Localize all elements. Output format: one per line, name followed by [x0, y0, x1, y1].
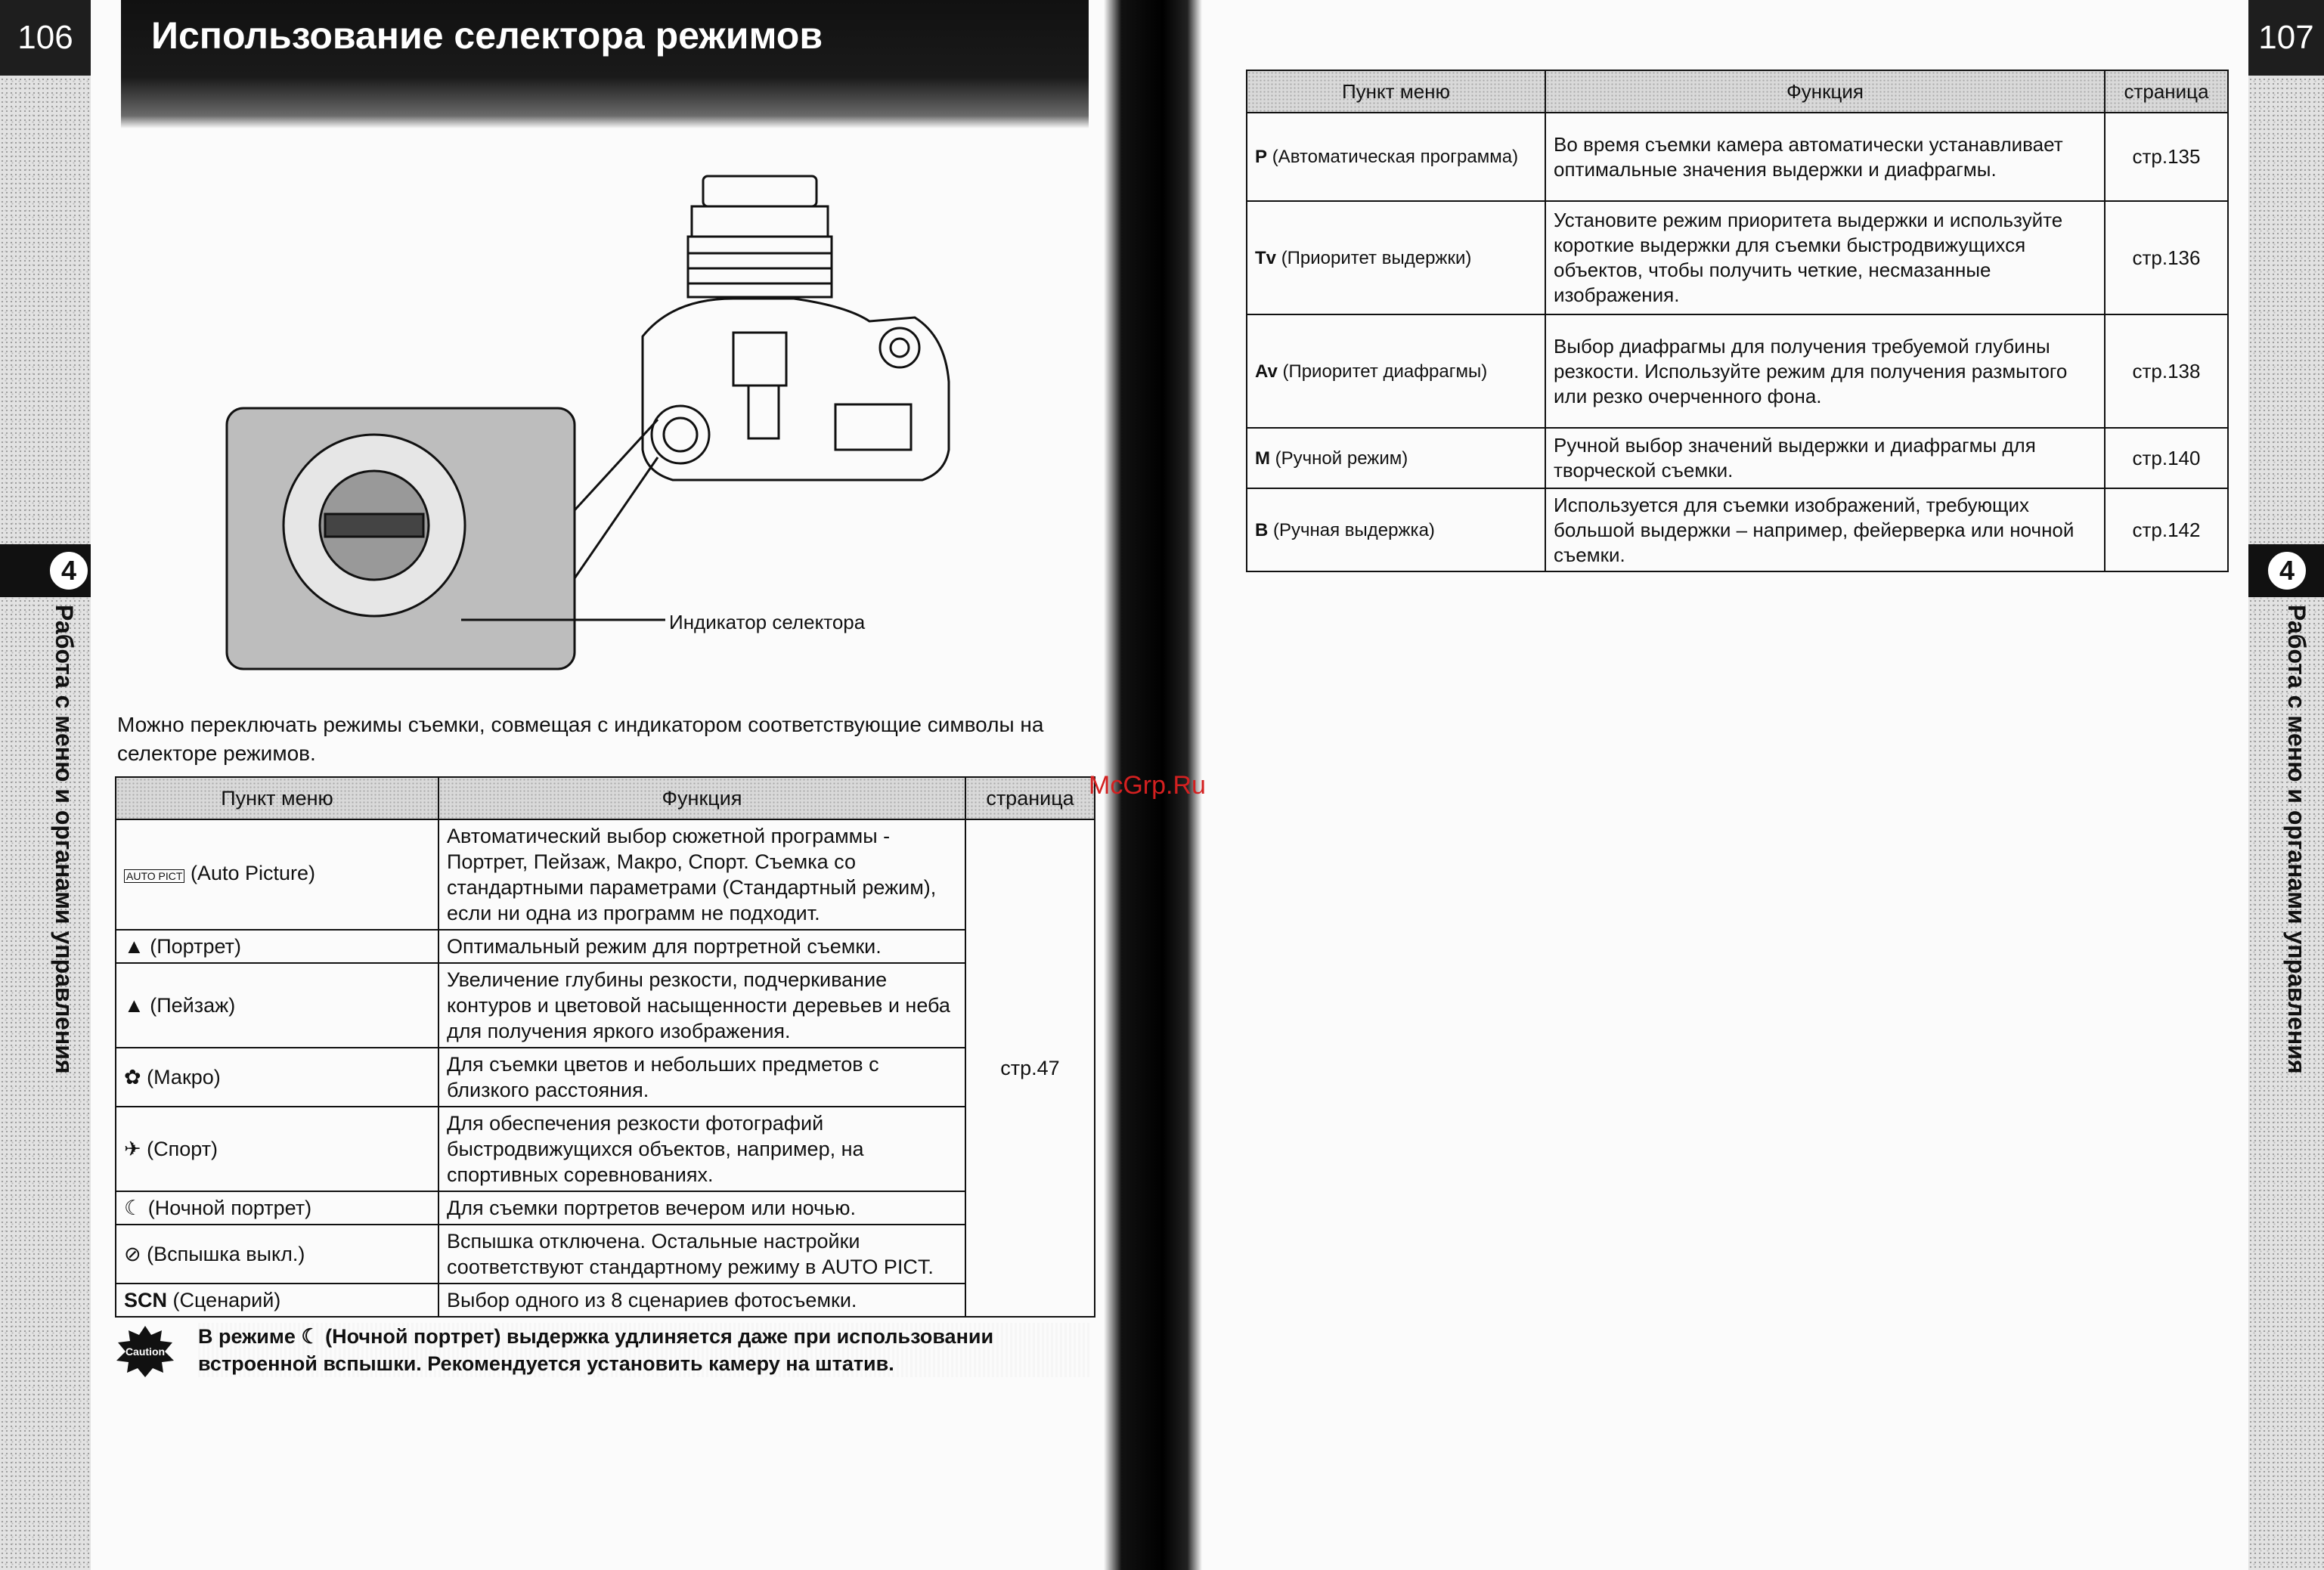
- menu-item-label: (Портрет): [150, 935, 241, 958]
- chapter-number-left: 4: [47, 549, 91, 593]
- table-row: [116, 1225, 1095, 1284]
- exposure-modes-table: [1246, 70, 2229, 572]
- page-ref-cell: стр.136: [2105, 201, 2228, 314]
- camera-illustration: [219, 155, 975, 684]
- page-ref-cell: стр.135: [2105, 113, 2228, 201]
- table-row: [1247, 488, 2228, 571]
- function-cell: Во время съемки камера автоматически устанавливает оптимальные значения выдержки и диафрагмы.: [1545, 113, 2105, 201]
- menu-item-cell: [1247, 314, 1545, 428]
- intro-paragraph: Можно переключать режимы съемки, совмещая с индикатором соответствующие символы на селекторе режимов.: [117, 713, 1044, 765]
- menu-item-cell: [116, 1191, 438, 1225]
- menu-item-label: (Автоматическая программа): [1272, 147, 1519, 167]
- selector-indicator-label: Индикатор селектора: [669, 611, 866, 633]
- menu-item-cell: [116, 1107, 438, 1191]
- table-row: [116, 930, 1095, 963]
- table-row: [1247, 314, 2228, 428]
- table-row: [116, 1191, 1095, 1225]
- header-page: страница: [965, 777, 1095, 819]
- function-cell: Для съемки цветов и небольших предметов с близкого расстояния.: [438, 1048, 965, 1107]
- function-cell: Для обеспечения резкости фотографий быстродвижущихся объектов, например, на спортивных соревнованиях.: [438, 1107, 965, 1191]
- menu-item-cell: [116, 1048, 438, 1107]
- header-menu-item: Пункт меню: [116, 777, 438, 819]
- caution-text: В режиме ☾ (Ночной портрет) выдержка удлиняется даже при использовании встроенной вспышки. Рекомендуется установить камеру на штатив.: [198, 1323, 1090, 1377]
- page-ref-cell: стр.47: [965, 819, 1095, 1317]
- menu-item-label: (Сценарий): [172, 1289, 281, 1311]
- menu-item-cell: [1247, 201, 1545, 314]
- header-function: Функция: [1545, 70, 2105, 113]
- portrait-icon: ▲: [124, 935, 144, 958]
- chapter-title-left: Работа с меню и органами управления: [51, 605, 78, 1074]
- menu-item-cell: [116, 930, 438, 963]
- menu-item-label: (Вспышка выкл.): [147, 1243, 305, 1265]
- menu-item-cell: [1247, 428, 1545, 488]
- caution-icon-label: Caution: [125, 1345, 166, 1358]
- flash-off-icon: ⊘: [124, 1243, 141, 1265]
- caution-note: [115, 1323, 1098, 1383]
- function-cell: Используется для съемки изображений, требующих большой выдержки – например, фейерверка или ночной съемки.: [1545, 488, 2105, 571]
- table-row: [116, 1048, 1095, 1107]
- function-cell: Выбор одного из 8 сценариев фотосъемки.: [438, 1284, 965, 1317]
- night-portrait-icon: ☾: [124, 1197, 143, 1219]
- auto-pict-icon: AUTO PICT: [124, 869, 184, 883]
- menu-item-label: (Макро): [147, 1066, 221, 1088]
- chapter-title-right: Работа с меню и органами управления: [2283, 605, 2310, 1074]
- table-row: [116, 1107, 1095, 1191]
- function-cell: Оптимальный режим для портретной съемки.: [438, 930, 965, 963]
- mode-tv-icon: Tv: [1255, 247, 1277, 268]
- page-ref-cell: стр.138: [2105, 314, 2228, 428]
- menu-item-label: (Пейзаж): [150, 994, 236, 1017]
- table-row: [1247, 201, 2228, 314]
- mode-av-icon: Av: [1255, 361, 1278, 382]
- sport-icon: ✈: [124, 1138, 141, 1160]
- menu-item-label: (Ручной режим): [1275, 447, 1408, 469]
- menu-item-cell: [116, 819, 438, 930]
- header-page: страница: [2105, 70, 2228, 113]
- table-row: [116, 963, 1095, 1048]
- mode-m-icon: M: [1255, 447, 1270, 469]
- function-cell: Ручной выбор значений выдержки и диафрагмы для творческой съемки.: [1545, 428, 2105, 488]
- menu-item-cell: [116, 963, 438, 1048]
- table-row: [1247, 113, 2228, 201]
- table-row: [1247, 428, 2228, 488]
- auto-modes-table: [115, 776, 1095, 1318]
- page-ref-cell: стр.142: [2105, 488, 2228, 571]
- page-title: [121, 0, 1089, 129]
- function-cell: Для съемки портретов вечером или ночью.: [438, 1191, 965, 1225]
- menu-item-cell: [1247, 113, 1545, 201]
- mode-b-icon: B: [1255, 519, 1269, 540]
- header-menu-item: Пункт меню: [1247, 70, 1545, 113]
- mode-p-icon: P: [1255, 147, 1268, 167]
- menu-item-cell: [116, 1284, 438, 1317]
- scn-icon: SCN: [124, 1289, 168, 1311]
- page-number-right: 107: [2248, 0, 2324, 76]
- table-header-row: [116, 777, 1095, 819]
- function-cell: Увеличение глубины резкости, подчеркивание контуров и цветовой насыщенности деревьев и неба для получения яркого изображения.: [438, 963, 965, 1048]
- function-cell: Установите режим приоритета выдержки и используйте короткие выдержки для съемки быстродвижущихся объектов, чтобы получить четкие, несмазанные изображения.: [1545, 201, 2105, 314]
- menu-item-label: (Ночной портрет): [147, 1197, 312, 1219]
- table-header-row: [1247, 70, 2228, 113]
- menu-item-label: (Приоритет выдержки): [1281, 247, 1472, 268]
- menu-item-label: (Приоритет диафрагмы): [1282, 361, 1488, 382]
- menu-item-label: (Спорт): [147, 1138, 218, 1160]
- caution-icon: [115, 1326, 175, 1377]
- function-cell: Вспышка отключена. Остальные настройки соответствуют стандартному режиму в AUTO PICT.: [438, 1225, 965, 1284]
- macro-icon: ✿: [124, 1066, 141, 1088]
- header-function: Функция: [438, 777, 965, 819]
- page-title-text: Использование селектора режимов: [151, 14, 823, 57]
- menu-item-cell: [116, 1225, 438, 1284]
- page-ref-cell: стр.140: [2105, 428, 2228, 488]
- landscape-icon: ▲: [124, 994, 144, 1017]
- menu-item-label: (Auto Picture): [190, 862, 315, 884]
- camera-drawing: [219, 155, 975, 684]
- menu-item-label: (Ручная выдержка): [1273, 519, 1435, 540]
- watermark: McGrp.Ru: [1089, 771, 1206, 800]
- menu-item-cell: [1247, 488, 1545, 571]
- table-row: [116, 1284, 1095, 1317]
- chapter-number-right: 4: [2265, 549, 2309, 593]
- function-cell: Автоматический выбор сюжетной программы - Портрет, Пейзаж, Макро, Спорт. Съемка со стандартными параметрами (Стандартный режим), если ни одна из программ не подходит.: [438, 819, 965, 930]
- table-row: [116, 819, 1095, 930]
- page-number-left: 106: [0, 0, 91, 76]
- function-cell: Выбор диафрагмы для получения требуемой глубины резкости. Используйте режим для получения размытого или резко очерченного фона.: [1545, 314, 2105, 428]
